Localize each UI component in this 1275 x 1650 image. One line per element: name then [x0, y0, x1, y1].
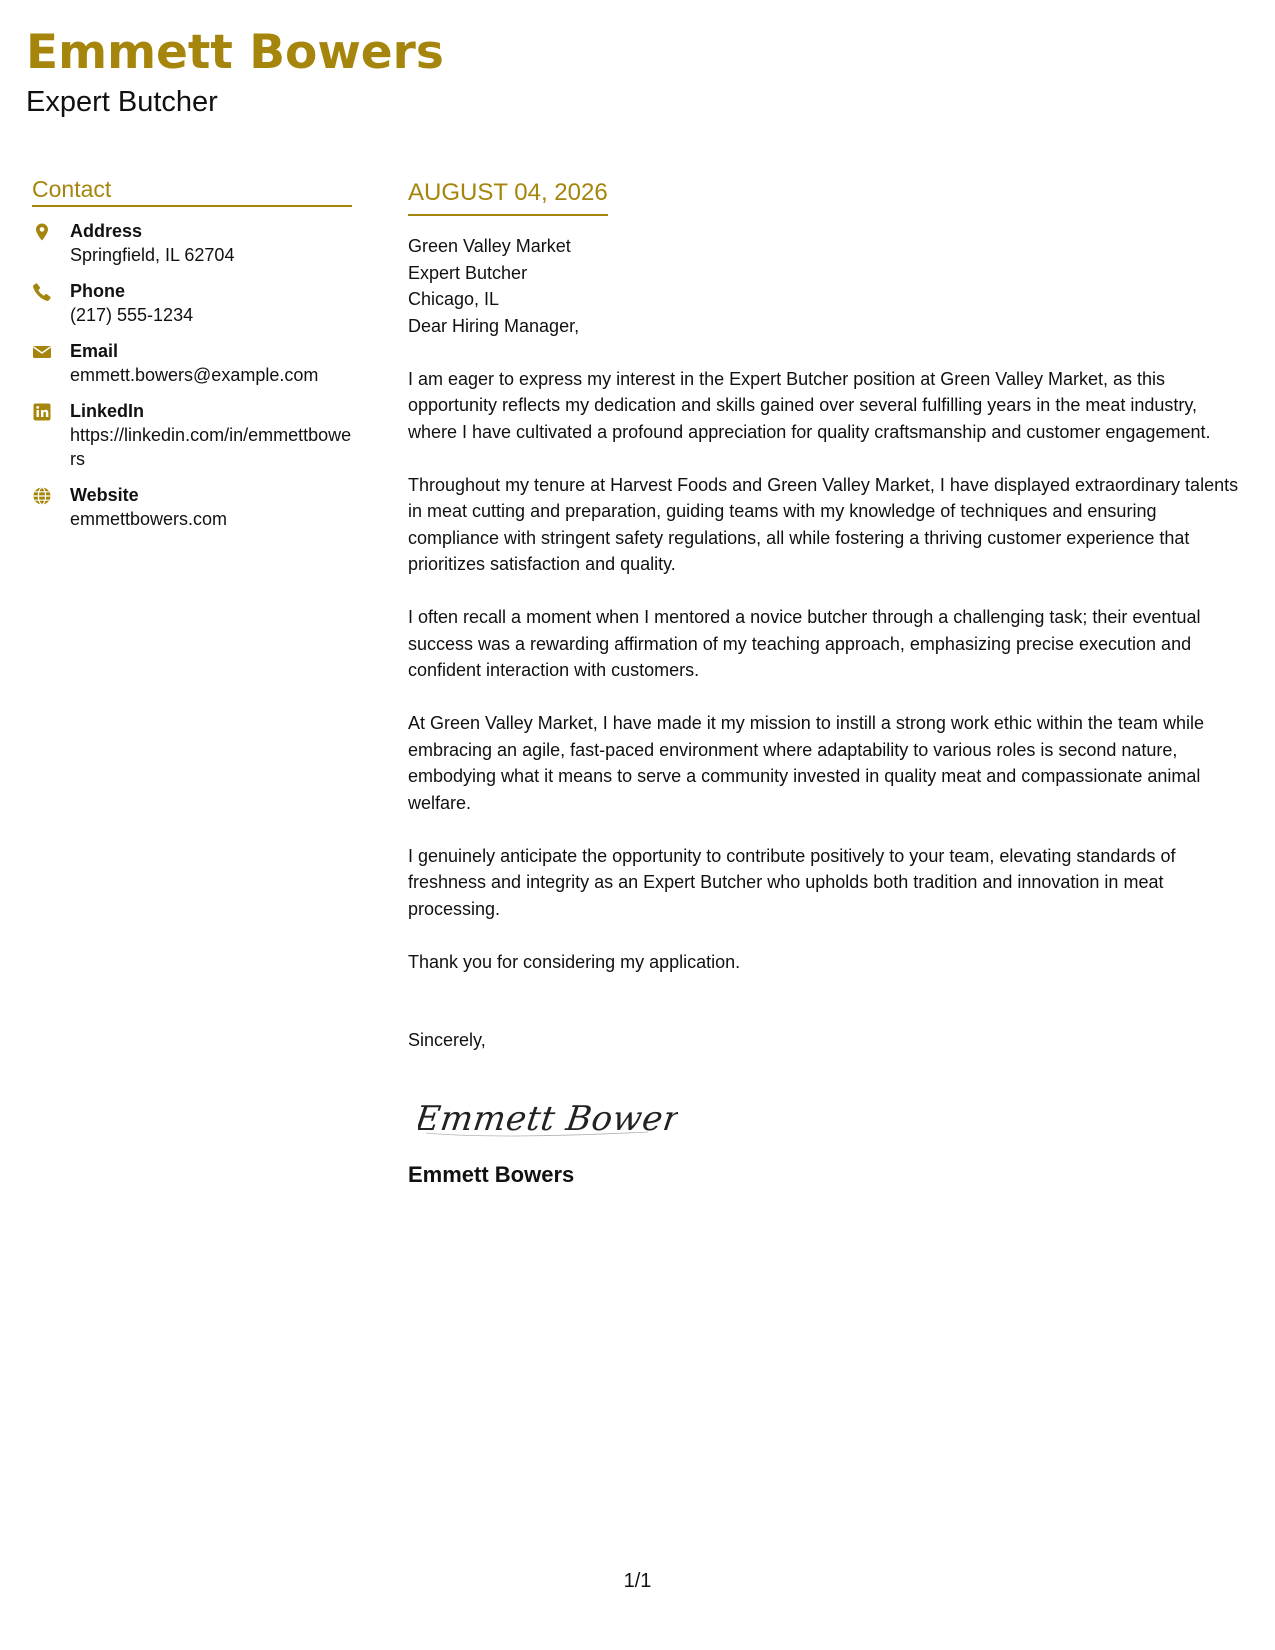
recipient-block: [408, 233, 1248, 313]
salutation: Dear Hiring Manager,: [408, 315, 580, 336]
phone-value: (217) 555-1234: [70, 305, 194, 325]
linkedin-label: LinkedIn: [70, 401, 145, 421]
applicant-name: Emmett Bowers: [26, 25, 444, 80]
contact-item-email: [32, 339, 352, 387]
contact-item-phone: [32, 279, 352, 327]
paragraph-5: I genuinely anticipate the opportunity to contribute positively to your team, elevating standards of freshness and integrity as an Expert Butcher who upholds both tradition and innovation in meat processing.: [408, 845, 1176, 919]
closing: Sincerely,: [408, 1030, 486, 1050]
website-label: Website: [70, 485, 139, 505]
contact-section-title: Contact: [32, 175, 352, 207]
contact-item-address: [32, 219, 352, 267]
address-label: Address: [70, 221, 143, 241]
recipient-location: Chicago, IL: [408, 289, 500, 309]
globe-icon: [32, 486, 54, 506]
envelope-icon: [32, 342, 54, 362]
signature-text: Emmett Bowers: [418, 1098, 678, 1139]
contact-item-linkedin: [32, 399, 352, 471]
contact-list: [32, 219, 352, 531]
location-pin-icon: [32, 222, 54, 242]
letter-body: [408, 178, 1248, 1190]
recipient-company: Green Valley Market: [408, 236, 571, 256]
email-label: Email: [70, 341, 119, 361]
email-value[interactable]: emmett.bowers@example.com: [70, 365, 319, 385]
page-number: 1/1: [623, 1570, 652, 1592]
signature-image: [418, 1086, 1248, 1146]
website-value[interactable]: emmettbowers.com: [70, 509, 228, 529]
letter-text: [408, 313, 1248, 976]
linkedin-icon: [32, 402, 54, 422]
applicant-role: Expert Butcher: [26, 86, 218, 118]
signer-name: Emmett Bowers: [408, 1161, 575, 1187]
address-value: Springfield, IL 62704: [70, 245, 235, 265]
recipient-position: Expert Butcher: [408, 262, 528, 283]
linkedin-value[interactable]: https://linkedin.com/in/emmettbowers: [70, 425, 352, 469]
paragraph-4: At Green Valley Market, I have made it my mission to instill a strong work ethic within the team while embracing an agile, fast-paced environment where adaptability to various roles is second nature, embodying what it means to serve a community invested in quality meat and compassionate animal welfare.: [408, 713, 1204, 813]
phone-icon: [32, 282, 54, 302]
contact-item-website: [32, 483, 352, 531]
header: [26, 22, 444, 120]
paragraph-1: I am eager to express my interest in the Expert Butcher position at Green Valley Market, as this opportunity reflects my dedication and skills gained over several fulfilling years in the meat industry, where I have cultivated a profound appreciation for quality craftsmanship and customer engagement.: [408, 368, 1211, 442]
paragraph-6: Thank you for considering my application.: [408, 951, 741, 972]
letter-date: AUGUST 04, 2026: [408, 178, 608, 216]
phone-label: Phone: [70, 281, 126, 301]
contact-sidebar: [32, 175, 352, 543]
paragraph-2: Throughout my tenure at Harvest Foods and Green Valley Market, I have displayed extraordinary talents in meat cutting and preparation, guiding teams with my knowledge of techniques and ensuring compliance with stringent safety regulations, all while fostering a thriving customer experience that prioritizes satisfaction and quality.: [408, 474, 1239, 574]
paragraph-3: I often recall a moment when I mentored a novice butcher through a challenging task; their eventual success was a rewarding affirmation of my teaching approach, emphasizing precise execution and confident interaction with customers.: [408, 607, 1201, 680]
